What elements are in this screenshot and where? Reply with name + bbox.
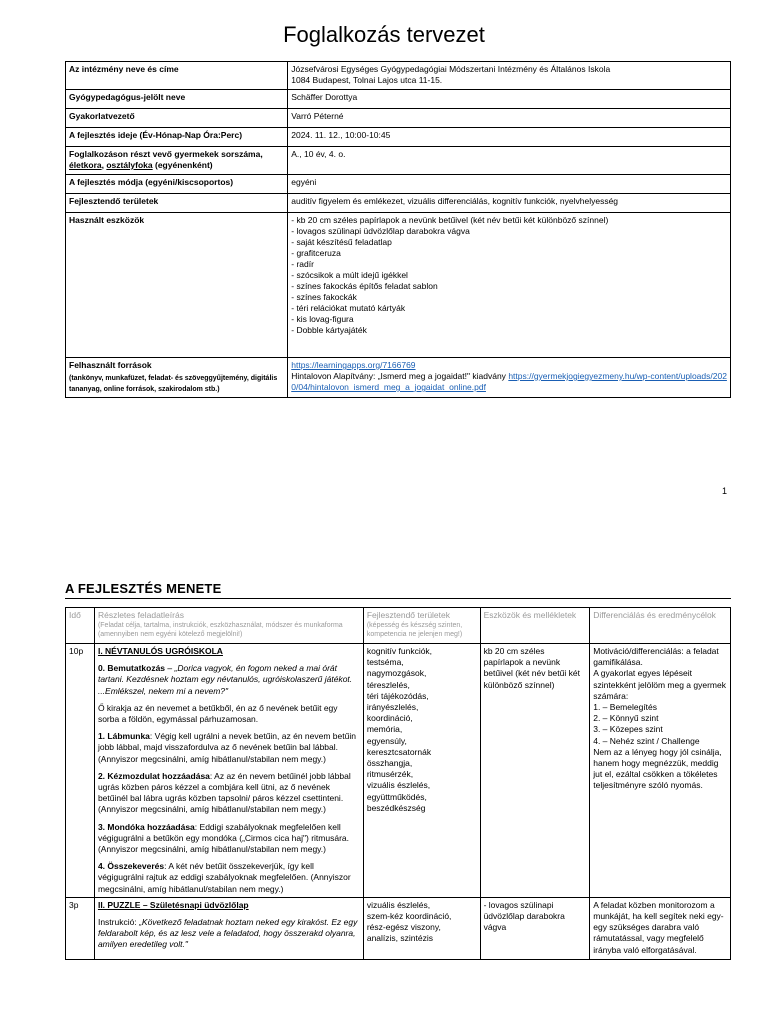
- key-text: Felhasznált források: [69, 360, 152, 370]
- list-item: - kis lovag-figura: [291, 314, 354, 324]
- step-label: 4. Összekeverés: [97, 861, 165, 872]
- info-value: auditív figyelem és emlékezet, vizuális differenciálás, kognitív funkciók, nyelvhelyesség: [288, 194, 731, 213]
- info-value: [288, 358, 731, 398]
- key-text: Foglalkozáson részt vevő gyermekek sorszáma,: [69, 149, 263, 159]
- key-note: (tankönyv, munkafüzet, feladat- és szöveggyűjtemény, digitális tananyag, online források, szakirodalom stb.): [69, 375, 278, 393]
- task-paragraph: [98, 771, 360, 816]
- info-key: Fejlesztendő területek: [66, 194, 288, 213]
- info-key: Használt eszközök: [66, 213, 288, 358]
- info-value: Schäffer Dorottya: [288, 90, 731, 109]
- level-item: 2. – Könnyű szint: [593, 713, 659, 724]
- task-paragraph: [98, 822, 360, 856]
- step-label: 2. Kézmozdulat hozzáadása: [97, 770, 210, 781]
- diff-cell: A feladat közben monitorozom a munkáját, ha kell segítek neki egy-egy szükséges darabra való rámutatással, vagy megfelelő irányba való elforgatásával.: [590, 897, 731, 959]
- area-item: egyensúly,: [366, 735, 407, 746]
- task-paragraph: [98, 861, 360, 895]
- area-item: beszédkészség: [366, 802, 426, 813]
- area-item: irányészlelés,: [366, 702, 419, 713]
- step-text: : A két név betűit összekeverjük, így kell végigugrálni rajtuk az eddigi szabályoknak megfelelően. (Annyiszor megcsinálni, amíg hibátlanul/stabilan nem megy.): [97, 861, 351, 894]
- diff-intro: Motiváció/differenciálás: a feladat gamifikálása.: [593, 646, 719, 668]
- info-row: [66, 194, 731, 213]
- level-item: 4. – Nehéz szint / Challenge: [593, 735, 700, 746]
- info-key: Gyakorlatvezető: [66, 109, 288, 128]
- page-title: Foglalkozás tervezet: [283, 22, 485, 47]
- task-paragraph: [98, 663, 360, 697]
- col-header-areas-label: Fejlesztendő területek: [366, 610, 451, 620]
- list-item: - saját készítésű feladatlap: [291, 237, 392, 247]
- area-item: téri tájékozódás,: [366, 690, 429, 701]
- info-key: [66, 147, 288, 175]
- list-item: - színes fakockás építős feladat sablon: [291, 281, 438, 291]
- area-item: nagymozgások,: [366, 668, 427, 679]
- table-row: [66, 644, 731, 898]
- task-title: II. PUZZLE – Születésnapi üdvözlőlap: [97, 899, 249, 910]
- institution-address: 1084 Budapest, Tolnai Lajos utca 11-15.: [291, 75, 443, 85]
- col-header-tools: Eszközök és mellékletek: [480, 608, 590, 644]
- info-row: [66, 147, 731, 175]
- info-key: A fejlesztés ideje (Év-Hónap-Nap Óra:Perc): [66, 128, 288, 147]
- instruction-text: „Következő feladatnak hoztam neked egy kirakóst. Ez egy feldarabolt kép, és az lesz vele a feladatod, hogy összerakd olyanra, amilyen eredetileg volt.": [97, 917, 358, 950]
- time-cell: 10p: [66, 644, 95, 898]
- info-row: [66, 90, 731, 109]
- step-label: 3. Mondóka hozzáadása: [97, 821, 195, 832]
- info-row: [66, 175, 731, 194]
- info-row: [66, 109, 731, 128]
- info-table: [65, 61, 731, 398]
- level-item: 3. – Közepes szint: [593, 724, 663, 735]
- diff-cell: [590, 644, 731, 898]
- area-item: testséma,: [366, 657, 404, 668]
- info-row: [66, 62, 731, 90]
- step-label: 0. Bemutatkozás: [97, 663, 166, 674]
- task-paragraph: [98, 731, 360, 765]
- tools-cell: - lovagos szülinapi üdvözlőlap darabokra vágva: [480, 897, 590, 959]
- diff-text: A gyakorlat egyes lépéseit szintekként jelölöm meg a gyermek számára:: [593, 668, 726, 701]
- areas-cell: [363, 644, 480, 898]
- key-text-underlined: életkora: [69, 160, 102, 170]
- info-row: [66, 358, 731, 398]
- area-item: vizuális észlelés,: [366, 899, 431, 910]
- step-text: : Eddigi szabályoknak megfelelően kell végigugrálni a betűkön egy mondóka („Cirmos cica haj") ritmusára. (Annyiszor megcsinálni, amíg hibátlanul/stabilan nem megy.): [97, 821, 349, 855]
- task-paragraph: [98, 917, 360, 951]
- step-label: 1. Lábmunka: [97, 731, 150, 742]
- area-item: rész-egész viszony,: [366, 922, 441, 933]
- task-title: I. NÉVTANULÓS UGRÓISKOLA: [97, 646, 223, 656]
- col-header-desc-sub: (Feladat célja, tartalma, instrukciók, eszközhasználat, módszer és munkaforma (amennyiben nem egyéni kötelező megjelölni!): [97, 622, 343, 639]
- list-item: - Dobble kártyajáték: [291, 325, 367, 335]
- col-header-areas: [363, 608, 480, 644]
- step-text: – „Dorica vagyok, én fogom neked a mai órát tartani. Kezdésnek hoztam egy névtanulós, ugróiskolaszerű játékot. ...Emlékszel, nekem mi a nevem?": [97, 663, 353, 696]
- list-item: - grafitceruza: [291, 248, 341, 258]
- area-item: analízis, szintézis: [366, 933, 433, 944]
- info-key: [66, 358, 288, 398]
- key-text: (egyénenként): [152, 160, 213, 170]
- list-item: - radír: [291, 259, 314, 269]
- col-header-areas-sub: (képesség és készség szinten, kompetencia ne jelenjen meg!): [366, 622, 463, 639]
- info-row: [66, 128, 731, 147]
- info-row: [66, 213, 731, 358]
- area-item: szem-kéz koordináció,: [366, 911, 452, 922]
- area-item: ritmusérzék,: [366, 769, 414, 780]
- info-key: Gyógypedagógus-jelölt neve: [66, 90, 288, 109]
- info-key: Az intézmény neve és címe: [66, 62, 288, 90]
- instruction-label: Instrukció:: [97, 917, 140, 928]
- key-text-underlined: osztályfoka: [106, 160, 153, 170]
- area-item: koordináció,: [366, 713, 413, 724]
- time-cell: 3p: [66, 897, 95, 959]
- info-value: [288, 213, 731, 358]
- info-key: A fejlesztés módja (egyéni/kiscsoportos): [66, 175, 288, 194]
- diff-outro: Nem az a lényeg hogy jól csinálja, hanem hogy megnézzük, meddig jut el, ezáltal csökken a tökéletes teljesítményre szóló nyomás.: [593, 746, 722, 791]
- info-value: [288, 62, 731, 90]
- desc-cell: [94, 644, 363, 898]
- area-item: keresztcsatornák összhangja,: [366, 746, 432, 769]
- tools-cell: kb 20 cm széles papírlapok a nevünk betűivel (két név betűi két különböző színnel): [480, 644, 590, 898]
- col-header-desc: [94, 608, 363, 644]
- level-item: 1. – Bemelegítés: [593, 702, 658, 713]
- area-item: memória,: [366, 724, 403, 735]
- step-text: : Az az én nevem betűinél jobb lábbal ugrás közben páros kézzel a combjára kell ütni, az ő nevének betűinél bal lábra ugrás közben tapsolni/ páros kézzel csettinteni. (Annyiszor megcsinálni, amíg hibátlanul/stabilan nem megy.): [97, 770, 351, 815]
- section-title: A FEJLESZTÉS MENETE: [65, 581, 731, 599]
- info-value: Varró Péterné: [288, 109, 731, 128]
- info-value: 2024. 11. 12., 10:00-10:45: [288, 128, 731, 147]
- process-table: [65, 607, 731, 960]
- hintalovon-link[interactable]: https://gyermekjogiegyezmeny.hu/wp-content/uploads/2020/04/hintalovon_ismerd_meg_a_jogaidat_online.pdf: [291, 371, 727, 392]
- learningapps-link[interactable]: https://learningapps.org/7166769: [291, 360, 416, 370]
- source-text: Hintalovon Alapítvány: „Ismerd meg a jogaidat!" kiadvány: [291, 371, 509, 381]
- table-row: [66, 897, 731, 959]
- col-header-time: Idő: [66, 608, 95, 644]
- col-header-desc-label: Részletes feladatleírás: [97, 610, 184, 620]
- info-value: egyéni: [288, 175, 731, 194]
- institution-name: Józsefvárosi Egységes Gyógypedagógiai Módszertani Intézmény és Általános Iskola: [291, 64, 611, 74]
- area-item: téreszlelés,: [366, 679, 410, 690]
- area-item: kognitív funkciók,: [366, 646, 433, 656]
- header-row: [66, 608, 731, 644]
- list-item: - kb 20 cm széles papírlapok a nevünk betűivel (két név betűi két különböző színnel): [291, 215, 609, 225]
- step-text: : Végig kell ugrálni a nevek betűin, az én nevem betűin jobb lábbal, majd visszafordulva az ő nevének betűin bal lábbal. (Annyiszor megcsinálni, amíg hibátlanul/stabilan nem megy.): [97, 731, 356, 764]
- area-item: együttműködés,: [366, 791, 427, 802]
- page-number: 1: [722, 486, 728, 496]
- area-item: vizuális észlelés,: [366, 780, 431, 791]
- key-text: ,: [101, 160, 107, 170]
- list-item: - szócsikok a múlt idejű igékkel: [291, 270, 408, 280]
- list-item: - lovagos szülinapi üdvözlőlap darabokra vágva: [291, 226, 470, 236]
- areas-cell: [363, 897, 480, 959]
- tools-list: [291, 215, 727, 336]
- list-item: - téri relációkat mutató kártyák: [291, 303, 406, 313]
- col-header-diff: Differenciálás és eredménycélok: [590, 608, 731, 644]
- info-value: A., 10 év, 4. o.: [288, 147, 731, 175]
- task-paragraph: Ő kirakja az én nevemet a betűkből, én az ő nevének betűit egy sorba a földön, egymással párhuzamosan.: [97, 702, 338, 725]
- list-item: - színes fakockák: [291, 292, 357, 302]
- desc-cell: [94, 897, 363, 959]
